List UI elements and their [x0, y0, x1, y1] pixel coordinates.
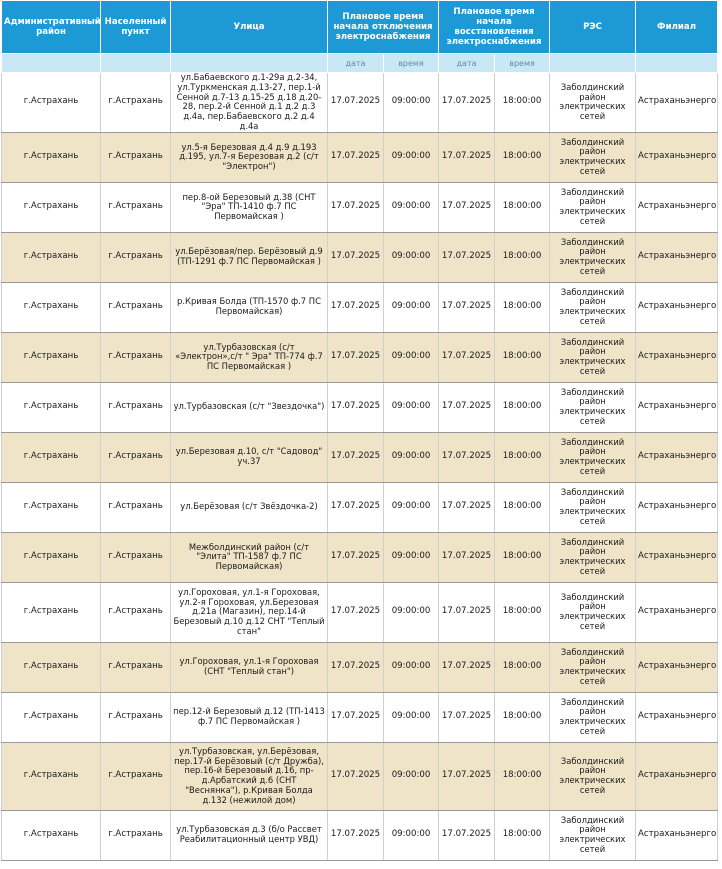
cell-on-time: 18:00:00 [495, 432, 550, 482]
subheader-blank [550, 54, 636, 73]
header-branch: Филиал [636, 1, 718, 54]
cell-off-time: 09:00:00 [384, 332, 439, 382]
subheader-blank [101, 54, 171, 73]
header-res: РЭС [550, 1, 636, 54]
cell-district: г.Астрахань [2, 282, 101, 332]
cell-res: Заболдинский район электрических сетей [550, 742, 636, 810]
cell-district: г.Астрахань [2, 73, 101, 133]
cell-off-time: 09:00:00 [384, 642, 439, 692]
cell-street: ул.Берёзовая (с/т Звёздочка-2) [171, 482, 328, 532]
cell-on-time: 18:00:00 [495, 182, 550, 232]
cell-on-date: 17.07.2025 [439, 282, 495, 332]
cell-off-date: 17.07.2025 [328, 582, 384, 642]
cell-branch: Астраханьэнерго [636, 692, 718, 742]
cell-locality: г.Астрахань [101, 432, 171, 482]
cell-locality: г.Астрахань [101, 810, 171, 860]
cell-on-date: 17.07.2025 [439, 232, 495, 282]
table-row [2, 582, 718, 642]
cell-on-date: 17.07.2025 [439, 182, 495, 232]
cell-street: ул.Бабаевского д.1-29а д.2-34, ул.Туркменская д.13-27, пер.1-й Сенной д.7-13 д.15-25 д.18 д.20-28, пер.2-й Сенной д.1 д.2 д.3 д.4а, пер.Бабаевского д.2 д.4 д.4а [171, 73, 328, 133]
table-row [2, 742, 718, 810]
table-row [2, 332, 718, 382]
cell-district: г.Астрахань [2, 582, 101, 642]
cell-off-time: 09:00:00 [384, 692, 439, 742]
header-planned-on: Плановое время начала восстановления электроснабжения [439, 1, 550, 54]
cell-res: Заболдинский район электрических сетей [550, 182, 636, 232]
cell-district: г.Астрахань [2, 532, 101, 582]
cell-res: Заболдинский район электрических сетей [550, 642, 636, 692]
cell-street: ул.Берёзовая/пер. Берёзовый д.9 (ТП-1291 ф.7 ПС Первомайская ) [171, 232, 328, 282]
cell-on-date: 17.07.2025 [439, 382, 495, 432]
cell-locality: г.Астрахань [101, 232, 171, 282]
cell-off-date: 17.07.2025 [328, 232, 384, 282]
cell-locality: г.Астрахань [101, 642, 171, 692]
cell-off-time: 09:00:00 [384, 182, 439, 232]
table-row [2, 810, 718, 860]
cell-off-time: 09:00:00 [384, 742, 439, 810]
cell-off-date: 17.07.2025 [328, 332, 384, 382]
cell-off-date: 17.07.2025 [328, 532, 384, 582]
cell-locality: г.Астрахань [101, 742, 171, 810]
cell-street: пер.8-ой Березовый д.38 (СНТ "Эра" ТП-1410 ф.7 ПС Первомайская ) [171, 182, 328, 232]
table-row [2, 532, 718, 582]
cell-district: г.Астрахань [2, 482, 101, 532]
cell-on-date: 17.07.2025 [439, 582, 495, 642]
cell-off-date: 17.07.2025 [328, 182, 384, 232]
cell-on-time: 18:00:00 [495, 692, 550, 742]
cell-off-time: 09:00:00 [384, 532, 439, 582]
cell-res: Заболдинский район электрических сетей [550, 482, 636, 532]
cell-on-date: 17.07.2025 [439, 73, 495, 133]
table-row [2, 232, 718, 282]
cell-on-time: 18:00:00 [495, 232, 550, 282]
cell-res: Заболдинский район электрических сетей [550, 382, 636, 432]
cell-locality: г.Астрахань [101, 282, 171, 332]
cell-district: г.Астрахань [2, 182, 101, 232]
subheader-off-time: время [384, 54, 439, 73]
cell-on-time: 18:00:00 [495, 73, 550, 133]
cell-street: ул.Турбазовская, ул.Берёзовая, пер.17-й Берёзовый (с/т Дружба), пер.16-й Березовый д.16, пр-д.Арбатский д.6 (СНТ "Веснянка"), р.Кривая Болда д.132 (нежилой дом) [171, 742, 328, 810]
cell-district: г.Астрахань [2, 232, 101, 282]
cell-district: г.Астрахань [2, 432, 101, 482]
cell-off-time: 09:00:00 [384, 73, 439, 133]
cell-on-time: 18:00:00 [495, 642, 550, 692]
header-row [2, 1, 718, 54]
cell-on-date: 17.07.2025 [439, 810, 495, 860]
cell-on-time: 18:00:00 [495, 810, 550, 860]
cell-on-date: 17.07.2025 [439, 332, 495, 382]
cell-on-date: 17.07.2025 [439, 482, 495, 532]
cell-off-date: 17.07.2025 [328, 642, 384, 692]
cell-locality: г.Астрахань [101, 182, 171, 232]
table-row [2, 432, 718, 482]
cell-on-time: 18:00:00 [495, 282, 550, 332]
table-body [2, 73, 718, 861]
cell-off-date: 17.07.2025 [328, 132, 384, 182]
cell-street: ул.5-я Березовая д.4 д.9 д.193 д.195, ул.7-я Березовая д.2 (с/т "Электрон") [171, 132, 328, 182]
table-row [2, 132, 718, 182]
cell-street: ул.Турбазовская (с/т «Электрон»,с/т " Эра" ТП-774 ф.7 ПС Первомайская ) [171, 332, 328, 382]
cell-street: ул.Турбазовская (с/т "Звездочка") [171, 382, 328, 432]
cell-street: р.Кривая Болда (ТП-1570 ф.7 ПС Первомайская) [171, 282, 328, 332]
cell-locality: г.Астрахань [101, 132, 171, 182]
table-row [2, 692, 718, 742]
cell-res: Заболдинский район электрических сетей [550, 810, 636, 860]
cell-on-time: 18:00:00 [495, 742, 550, 810]
cell-street: Межболдинский район (с/т "Элита" ТП-1587 ф.7 ПС Первомайская) [171, 532, 328, 582]
cell-branch: Астраханьэнерго [636, 73, 718, 133]
cell-district: г.Астрахань [2, 742, 101, 810]
cell-branch: Астраханьэнерго [636, 332, 718, 382]
cell-locality: г.Астрахань [101, 73, 171, 133]
cell-branch: Астраханьэнерго [636, 810, 718, 860]
cell-locality: г.Астрахань [101, 482, 171, 532]
subheader-off-date: дата [328, 54, 384, 73]
cell-off-date: 17.07.2025 [328, 432, 384, 482]
subheader-blank [171, 54, 328, 73]
table-row [2, 282, 718, 332]
subheader-on-date: дата [439, 54, 495, 73]
table-row [2, 382, 718, 432]
cell-district: г.Астрахань [2, 132, 101, 182]
cell-branch: Астраханьэнерго [636, 382, 718, 432]
cell-on-date: 17.07.2025 [439, 742, 495, 810]
cell-off-date: 17.07.2025 [328, 73, 384, 133]
subheader-on-time: время [495, 54, 550, 73]
cell-locality: г.Астрахань [101, 692, 171, 742]
cell-on-time: 18:00:00 [495, 332, 550, 382]
cell-branch: Астраханьэнерго [636, 232, 718, 282]
cell-on-date: 17.07.2025 [439, 432, 495, 482]
cell-off-time: 09:00:00 [384, 232, 439, 282]
cell-branch: Астраханьэнерго [636, 642, 718, 692]
subheader-row [2, 54, 718, 73]
cell-off-time: 09:00:00 [384, 482, 439, 532]
cell-res: Заболдинский район электрических сетей [550, 332, 636, 382]
cell-res: Заболдинский район электрических сетей [550, 132, 636, 182]
header-locality: Населенный пункт [101, 1, 171, 54]
cell-on-time: 18:00:00 [495, 582, 550, 642]
cell-on-time: 18:00:00 [495, 482, 550, 532]
cell-branch: Астраханьэнерго [636, 482, 718, 532]
cell-district: г.Астрахань [2, 692, 101, 742]
cell-district: г.Астрахань [2, 382, 101, 432]
outage-schedule-table [1, 0, 718, 861]
cell-res: Заболдинский район электрических сетей [550, 582, 636, 642]
cell-on-time: 18:00:00 [495, 532, 550, 582]
cell-off-date: 17.07.2025 [328, 282, 384, 332]
cell-off-time: 09:00:00 [384, 282, 439, 332]
cell-off-time: 09:00:00 [384, 382, 439, 432]
cell-res: Заболдинский район электрических сетей [550, 73, 636, 133]
table-row [2, 482, 718, 532]
cell-locality: г.Астрахань [101, 382, 171, 432]
cell-district: г.Астрахань [2, 810, 101, 860]
header-planned-off: Плановое время начала отключения электроснабжения [328, 1, 439, 54]
cell-off-date: 17.07.2025 [328, 742, 384, 810]
table-row [2, 73, 718, 133]
table-row [2, 182, 718, 232]
cell-branch: Астраханьэнерго [636, 532, 718, 582]
cell-off-date: 17.07.2025 [328, 382, 384, 432]
header-street: Улица [171, 1, 328, 54]
cell-res: Заболдинский район электрических сетей [550, 692, 636, 742]
cell-off-date: 17.07.2025 [328, 692, 384, 742]
cell-res: Заболдинский район электрических сетей [550, 282, 636, 332]
cell-branch: Астраханьэнерго [636, 132, 718, 182]
table-row [2, 642, 718, 692]
subheader-blank [2, 54, 101, 73]
cell-on-date: 17.07.2025 [439, 692, 495, 742]
cell-district: г.Астрахань [2, 642, 101, 692]
cell-branch: Астраханьэнерго [636, 582, 718, 642]
cell-on-date: 17.07.2025 [439, 132, 495, 182]
cell-street: ул.Березовая д.10, с/т "Садовод" уч.37 [171, 432, 328, 482]
cell-locality: г.Астрахань [101, 582, 171, 642]
subheader-blank [636, 54, 718, 73]
cell-locality: г.Астрахань [101, 532, 171, 582]
cell-off-time: 09:00:00 [384, 582, 439, 642]
cell-branch: Астраханьэнерго [636, 182, 718, 232]
cell-street: ул.Турбазовская д.3 (б/о Рассвет Реабилитационный центр УВД) [171, 810, 328, 860]
cell-on-date: 17.07.2025 [439, 532, 495, 582]
cell-off-date: 17.07.2025 [328, 810, 384, 860]
cell-branch: Астраханьэнерго [636, 282, 718, 332]
cell-district: г.Астрахань [2, 332, 101, 382]
cell-street: ул.Гороховая, ул.1-я Гороховая (СНТ "Теплый стан") [171, 642, 328, 692]
cell-off-time: 09:00:00 [384, 132, 439, 182]
cell-res: Заболдинский район электрических сетей [550, 432, 636, 482]
cell-off-date: 17.07.2025 [328, 482, 384, 532]
cell-res: Заболдинский район электрических сетей [550, 232, 636, 282]
cell-off-time: 09:00:00 [384, 810, 439, 860]
cell-off-time: 09:00:00 [384, 432, 439, 482]
cell-on-time: 18:00:00 [495, 132, 550, 182]
cell-res: Заболдинский район электрических сетей [550, 532, 636, 582]
cell-branch: Астраханьэнерго [636, 432, 718, 482]
cell-branch: Астраханьэнерго [636, 742, 718, 810]
cell-on-time: 18:00:00 [495, 382, 550, 432]
cell-locality: г.Астрахань [101, 332, 171, 382]
header-district: Административный район [2, 1, 101, 54]
cell-street: пер.12-й Березовый д.12 (ТП-1413 ф.7 ПС Первомайская ) [171, 692, 328, 742]
cell-street: ул.Гороховая, ул.1-я Гороховая, ул.2-я Гороховая, ул.Березовая д.21а (Магазин), пер.14-й Березовый д.10 д.12 СНТ "Теплый стан" [171, 582, 328, 642]
cell-on-date: 17.07.2025 [439, 642, 495, 692]
